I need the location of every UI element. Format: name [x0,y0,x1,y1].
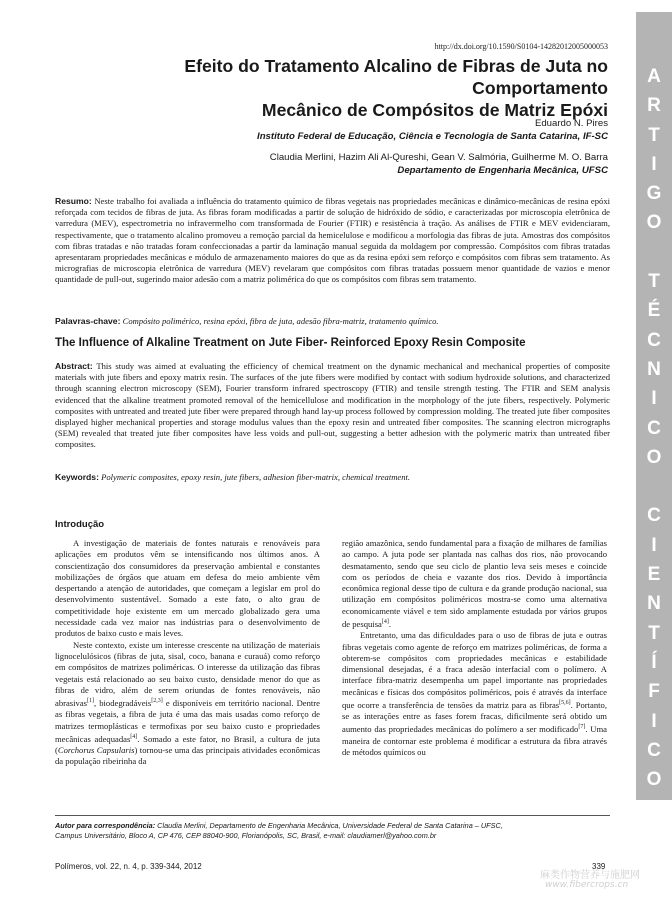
sidebar-letter: C [647,739,661,761]
sidebar-letter: O [646,212,662,234]
resumo-label: Resumo: [55,196,92,206]
corresponding-author-note: Autor para correspondência: Claudia Merlini, Departamento de Engenharia Mecânica, Universidade Federal de Santa Catarina – UFSC, Campus Universitário, Bloco A, CP 476, CEP 88040-900, Florianópolis, SC, Brasil, e-mail: claudiamerl@yahoo.com.br [55,821,503,840]
english-title: The Influence of Alkaline Treatment on Jute Fiber- Reinforced Epoxy Resin Composite [55,337,526,349]
sidebar-letter: O [646,446,662,468]
citation[interactable]: [7] [578,724,586,731]
paragraph: Entretanto, uma das dificuldades para o uso de fibras de juta e outras fibras vegetais como agente de reforço em matrizes poliméricas, de forma a obterem-se compósitos com propriedades mecânicas e estabilidade dimensional desejadas, é a fraca adesão interfacial com o polímero. A interface fibra-matriz desempenha um papel importante nas propriedades mecânicas e físicas dos compósitos poliméricos, pois é através da interface que ocorre a transferência de tensões da matriz para as fibras[5,6]. Portanto, se as interações entre as fases forem fracas, dificilmente será obtido um aumento das propriedades mecânicas do polímero a ser modificado[7]. Uma maneira de contornar este problema é modificar a estrutura da fibra através de métodos químicos ou [342,630,607,757]
keywords [55,472,610,483]
resumo-text: Neste trabalho foi avaliada a influência do tratamento químico de fibras vegetais nas propriedades mecânicas e dinâmico-mecânicas de resina epóxi reforçada com tecidos de fibras de juta. As fibras foram modificadas a partir de solução de hidróxido de sódio, e caracterizadas por microscopia eletrônica de varredura (MEV), espectrometria no infravermelho com transformada de Fourier (FTIR) e resistência à tração. As análises de FTIR e MEV evidenciaram, respectivamente, que o tratamento alcalino promoveu a remoção parcial da hemicelulose e modificou a morfologia das fibras de juta. Amostras dos compósitos com fibras tratadas e não tratadas foram confeccionadas a partir da laminação manual seguida da moldagem por compressão. Compósitos com fibras tratadas apresentaram propriedades mecânicas e módulo de armazenamento maiores do que as da resina epóxi sem reforço e compósitos com fibras sem tratamento. As micrografias de microscopia eletrônica de varredura (MEV) revelaram que compósitos com fibras tratadas possuem menor quantidade de vazios e menor quantidade de pull-out, sugerindo maior adesão com a matriz polimérica do que os compósitos com fibras sem tratamento. [55,196,611,285]
author-affiliation: Departamento de Engenharia Mecânica, UFSC [397,165,608,176]
citation[interactable]: [5,6] [559,700,571,707]
abstract-text: This study was aimed at evaluating the efficiency of chemical treatment on the dynamic mechanical and mechanical properties of composite materials with jute fibers and epoxy matrix resin. The surfaces of the jute fibers were modified by contact with sodium hydroxide solutions, and characterized through scanning electron microscopy (SEM), Fourier transform infrared spectroscopy (FTIR) and tensile strength testing. The FTIR and SEM analysis evidenced that the alkaline treatment promoted removal of the hemicellulose and modification in the morphology of the jute fibers, respectively. Polymeric composites with untreated and treated jute fiber were prepared through hand lay-up process followed by compression molding. The treated jute fiber composites displayed higher mechanical properties and storage modulus values than the epoxy resin and untreated fiber composites. The scanning electron micrographs (SEM) revealed that treated jute fiber composites have less voids and pull-out, suggesting a better adhesion with the polymeric matrix than untreated fiber composites. [55,361,610,450]
resumo [55,196,610,286]
left-column [55,538,320,768]
section-heading: Introdução [55,519,105,530]
sidebar-letter: C [647,329,661,351]
author-names: Claudia Merlini, Hazim Ali Al-Qureshi, Gean V. Salmória, Guilherme M. O. Barra [269,152,608,163]
citation[interactable]: [1] [86,698,94,705]
sidebar-letter: T [648,124,660,146]
sidebar-letter: C [647,417,661,439]
paragraph: A investigação de materiais de fontes naturais e renováveis para aplicações em produtos vêm se intensificando nos últimos anos. A conscientização dos consumidores da preservação ambiental e constantes mobilizações de órgãos que atuam em defesa do meio ambiente vêm despertando a atenção de autoridades, que começam a legislar em prol do desenvolvimento sustentável. Somado a este fato, o alto grau de competitividade hoje existente em um mercado globalizado gera uma necessidade cada vez maior nas indústrias para o desenvolvimento de produtos de baixo custo e mais leves. [55,538,320,639]
watermark-text: 麻类作物营养与施肥网 [540,870,640,881]
palavras-chave-text: Compósito polimérico, resina epóxi, fibra de juta, adesão fibra-matriz, tratamento químico. [122,316,439,326]
sidebar-letter: O [646,769,662,791]
author-block-2 [48,151,608,177]
sidebar-letter: I [651,388,657,410]
species-name: Corchorus Capsularis [57,745,135,756]
citation[interactable]: [4] [130,733,138,740]
citation[interactable]: [2,3] [151,698,163,705]
footnote-divider [55,815,610,816]
doi-link[interactable]: http://dx.doi.org/10.1590/S0104-14282012005000053 [434,42,608,51]
keywords-text: Polymeric composites, epoxy resin, jute fibers, adhesion fiber-matrix, chemical treatment. [101,472,411,482]
sidebar-letter: Í [651,651,657,673]
sidebar-letters [636,62,672,794]
sidebar-letter: I [651,710,657,732]
sidebar-letter: N [647,358,661,380]
page-number: 339 [592,862,606,871]
title-line-1: Efeito do Tratamento Alcalino de Fibras de Juta no Comportamento [184,56,608,98]
citation[interactable]: [4] [381,619,389,626]
paragraph: região amazônica, sendo fundamental para a fixação de milhares de famílias ao campo. A juta pode ser plantada nas calhas dos rios, não provocando desmatamento, sendo que seu ciclo de plantio leva seis meses e coincide com os períodos de cheia e vazante dos rios. Devido à importância econômica regional desse tipo de cultura e da grande produção nacional, sua utilização em compósitos poliméricos mostra-se como uma alternativa economicamente viável e tem sido amplamente estudada por vários grupos de pesquisa[4]. [342,538,607,629]
title-line-2: Mecânico de Compósitos de Matriz Epóxi [261,100,608,120]
paragraph: Neste contexto, existe um interesse crescente na utilização de materiais lignocelulósicos (fibras de juta, sisal, coco, banana e curauá) como reforço em compósitos de matrizes poliméricas. O interesse da utilização das fibras vegetais está relacionado ao seu baixo custo, densidade menor do que as fibras de vidro, além de serem oriundas de fontes renováveis, não abrasivas[1], biodegradáveis[2,3] e disponíveis em território nacional. Dentre as fibras vegetais, a fibra de juta é uma das mais usadas como reforço de matrizes termoplásticas e termofixas por seu baixo custo e propriedades mecânicas adequadas[4]. Somado a este fator, no Brasil, a cultura de juta (Corchorus Capsularis) tornou-se uma das principais atividades econômicas da população ribeirinha da [55,639,320,767]
author-block-1 [48,117,608,143]
right-column [342,538,607,758]
palavras-chave [55,316,610,327]
abstract-label: Abstract: [55,361,93,371]
article-title [48,55,608,121]
sidebar-letter: N [647,593,661,615]
author-affiliation: Instituto Federal de Educação, Ciência e Tecnologia de Santa Catarina, IF-SC [257,131,608,142]
sidebar-letter: I [651,534,657,556]
sidebar-letter: C [647,505,661,527]
author-name: Eduardo N. Pires [534,118,608,129]
article-type-sidebar [636,12,672,800]
sidebar-letter: G [646,183,662,205]
journal-reference: Polímeros, vol. 22, n. 4, p. 339-344, 2012 [55,862,202,871]
sidebar-letter: T [648,622,660,644]
sidebar-letter: A [647,66,661,87]
palavras-chave-label: Palavras-chave: [55,316,121,326]
sidebar-letter: R [647,95,661,117]
keywords-label: Keywords: [55,472,99,482]
sidebar-letter: I [651,153,657,175]
watermark-url: www.fibercrops.cn [545,880,629,890]
sidebar-letter: F [648,681,660,703]
sidebar-letter: T [648,271,660,293]
sidebar-letter: É [647,300,661,322]
abstract [55,361,610,451]
sidebar-letter: E [647,564,661,586]
